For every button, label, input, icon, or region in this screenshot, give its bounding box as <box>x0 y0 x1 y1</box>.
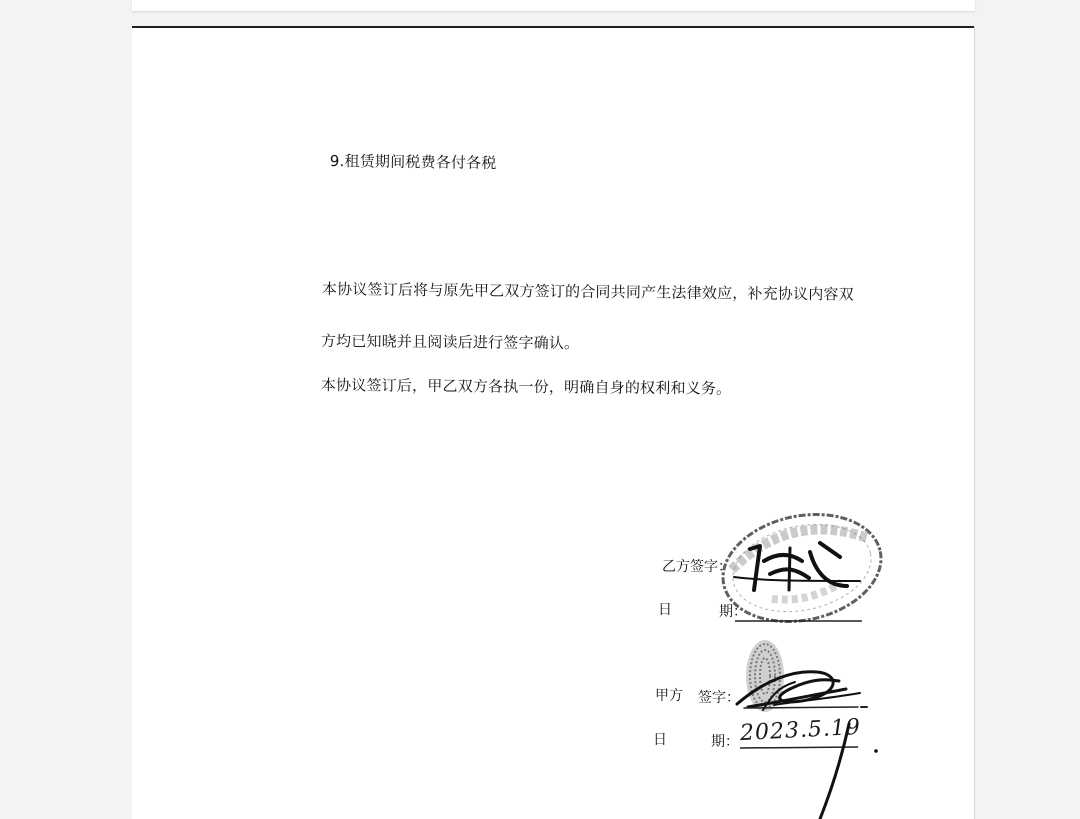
party-a-label: 甲方 <box>655 688 683 704</box>
agreement-paragraph-line-2: 方均已知晓并且阅读后进行签字确认。 <box>320 331 580 353</box>
party-b-sign-label: 乙方签字： <box>662 559 732 575</box>
party-a-sign-label: 签字： <box>698 690 740 706</box>
agreement-paragraph-line-1: 本协议签订后将与原先甲乙双方签订的合同共同产生法律效应，补充协议内容双 <box>321 279 854 304</box>
party-b-date-label-first: 日 <box>658 602 672 618</box>
document-page <box>132 26 975 819</box>
previous-page-edge <box>132 0 975 11</box>
page-right-edge <box>974 26 975 819</box>
clause-9-text: 9.租赁期间税费各付各税 <box>329 151 497 173</box>
party-a-date-label-second: 期： <box>711 734 739 750</box>
party-b-date-label-second: 期： <box>719 604 747 620</box>
agreement-copies-paragraph: 本协议签订后，甲乙双方各执一份，明确自身的权利和义务。 <box>320 375 732 398</box>
party-a-handwritten-date: 2023.5.19 <box>739 714 862 747</box>
party-a-date-label-first: 日 <box>653 732 667 748</box>
